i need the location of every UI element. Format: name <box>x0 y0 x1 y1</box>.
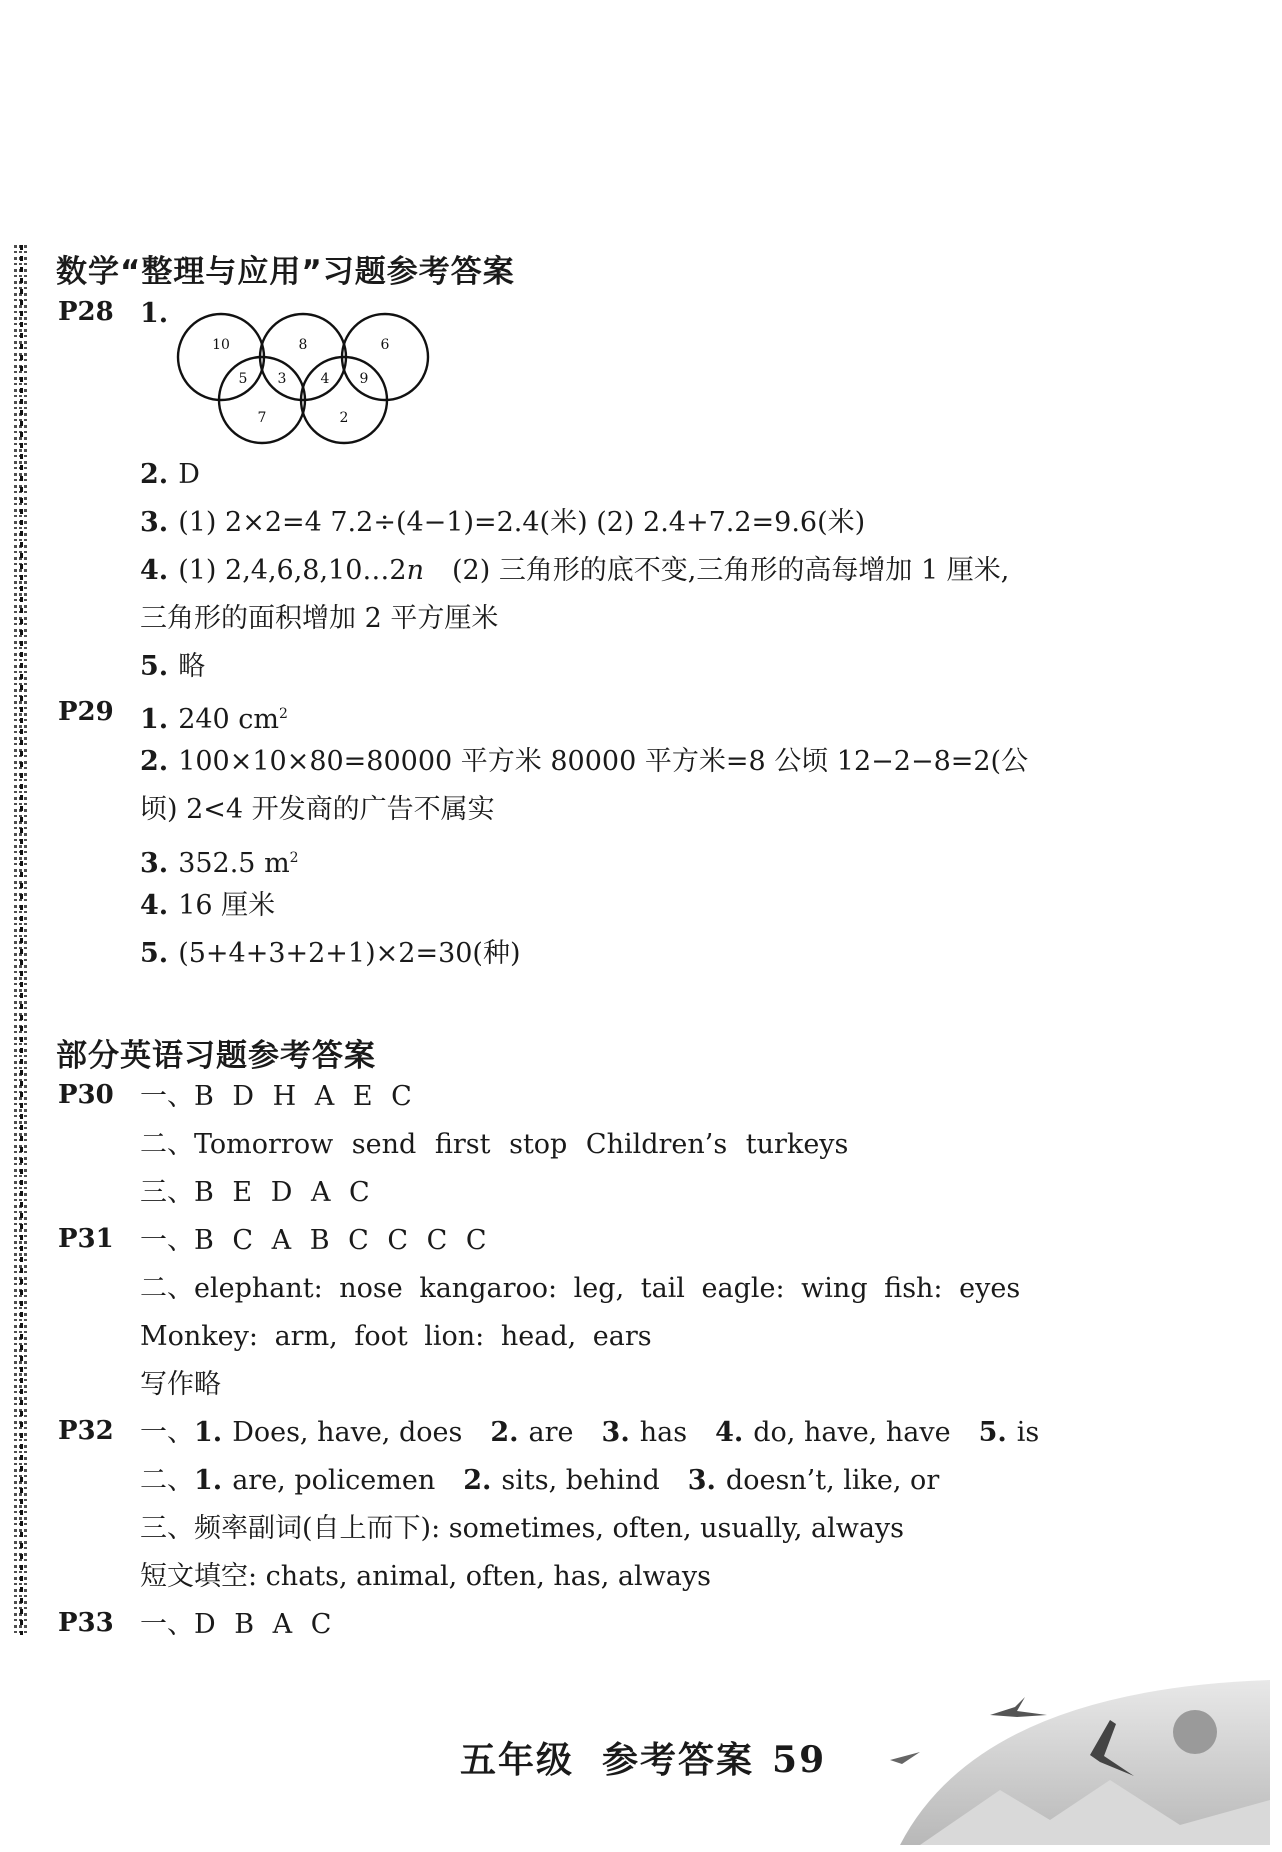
answer-line: 2. 100×10×80=80000 平方米 80000 平方米=8 公顷 12−2−8=2(公 <box>140 746 1029 777</box>
ring-value: 8 <box>298 337 308 353</box>
ring-value: 4 <box>320 371 330 387</box>
sun-icon <box>1173 1710 1217 1754</box>
answer-line: 写作略 <box>140 1369 221 1400</box>
ring-value: 7 <box>257 410 267 426</box>
answer-line: 2. D <box>140 459 200 490</box>
olympic-rings-diagram <box>175 305 435 445</box>
page-footer <box>460 1732 826 1783</box>
answer-line: 一、B C A B C C C C <box>140 1225 487 1256</box>
page-label-p29: P29 <box>58 697 114 727</box>
ring-value: 6 <box>380 337 390 353</box>
ring-value: 9 <box>359 371 369 387</box>
answer-line: 顷) 2<4 开发商的广告不属实 <box>140 794 495 825</box>
answer-line: 3. (1) 2×2=4 7.2÷(4−1)=2.4(米) (2) 2.4+7.2=9.6(米) <box>140 507 866 538</box>
footer-label: 参考答案 <box>602 1740 755 1781</box>
answer-line: 二、elephant: nose kangaroo: leg, tail eagle: wing fish: eyes <box>140 1273 1021 1304</box>
ring-value: 10 <box>212 337 230 353</box>
answer-line: 三角形的面积增加 2 平方厘米 <box>140 603 499 634</box>
footer-grade: 五年级 <box>460 1740 575 1781</box>
answer-line: 4. 16 厘米 <box>140 890 276 921</box>
answer-line: 短文填空: chats, animal, often, has, always <box>140 1561 711 1592</box>
answer-line: 3. 352.5 $m^2$ <box>140 848 299 879</box>
answer-line: 二、1. are, policemen 2. sits, behind 3. doesn’t, like, or <box>140 1465 940 1496</box>
answer-line: 5. (5+4+3+2+1)×2=30(种) <box>140 938 521 969</box>
page-label-p32: P32 <box>58 1416 114 1446</box>
answer-line: 三、B E D A C <box>140 1177 370 1208</box>
decorative-border-chain <box>20 245 23 1635</box>
page-label-p33: P33 <box>58 1608 114 1638</box>
ring-value: 5 <box>238 371 248 387</box>
answer-line: 一、B D H A E C <box>140 1081 412 1112</box>
page-label-p30: P30 <box>58 1080 114 1110</box>
page-number: 59 <box>772 1739 827 1781</box>
answer-line: 三、频率副词(自上而下): sometimes, often, usually, always <box>140 1513 905 1544</box>
crane-icon <box>890 1752 920 1764</box>
crane-scenery-illustration <box>860 1660 1270 1845</box>
answer-line: 一、1. Does, have, does 2. are 3. has 4. do, have, have 5. is <box>140 1417 1040 1448</box>
answer-line: 1. 240 $cm^2$ <box>140 704 288 735</box>
question-number: 1. <box>140 298 169 329</box>
english-section-title: 部分英语习题参考答案 <box>56 1038 376 1074</box>
answer-line: Monkey: arm, foot lion: head, ears <box>140 1321 652 1352</box>
page-label-p28: P28 <box>58 297 114 327</box>
math-section-title: 数学“整理与应用”习题参考答案 <box>56 254 515 290</box>
page-label-p31: P31 <box>58 1224 114 1254</box>
answer-line: 4. (1) 2,4,6,8,10…2n (2) 三角形的底不变,三角形的高每增加 1 厘米, <box>140 555 1010 586</box>
ring-value: 3 <box>277 371 287 387</box>
ring-value: 2 <box>339 410 349 426</box>
crane-icon <box>990 1697 1047 1717</box>
answer-line: 一、D B A C <box>140 1609 332 1640</box>
answer-line: 二、Tomorrow send first stop Children’s turkeys <box>140 1129 849 1160</box>
answer-line: 5. 略 <box>140 651 206 682</box>
